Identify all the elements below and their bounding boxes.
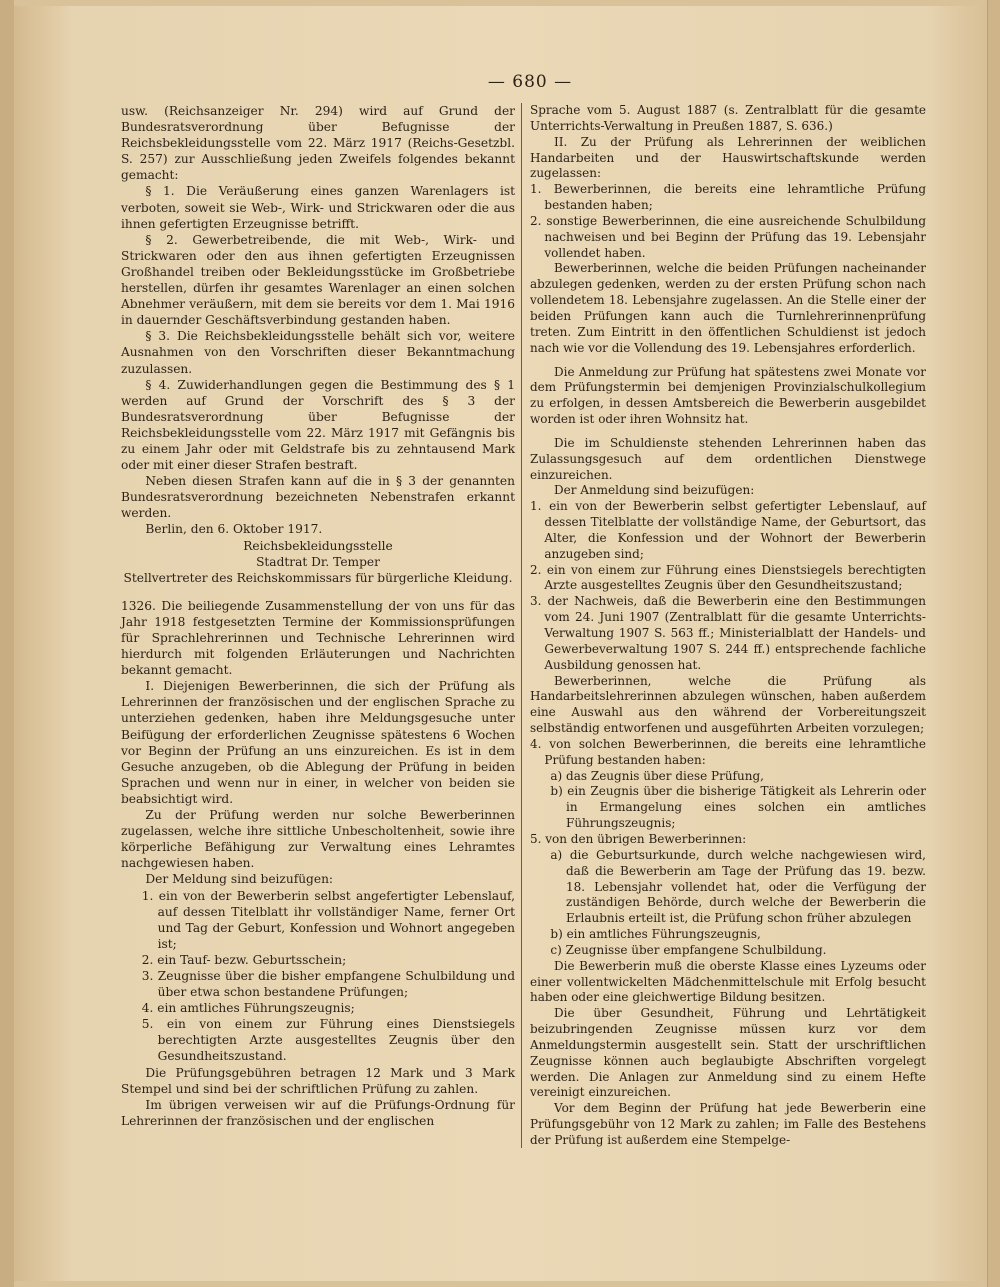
right-paragraph: 2. ein von einem zur Führung eines Dienstsiegels berechtigten Arzte ausgestelltes Zeugnis über den Gesundheitszustand; <box>530 562 926 593</box>
left-paragraph: Stellvertreter des Reichskommissars für bürgerliche Kleidung. <box>123 570 513 585</box>
right-paragraph: a) die Geburtsurkunde, durch welche nachgewiesen wird, daß die Bewerberin am Tage der Prüfung das 19. bezw. 18. Lebensjahr vollendet hat, oder die Verfügung der zuständigen Behörde, durch welche der Bewerberin die Erlaubnis erteilt ist, die Prüfung schon früher abzulegen <box>550 847 926 926</box>
right-paragraph: Die im Schuldienste stehenden Lehrerinnen haben das Zulassungsgesuch auf dem ordentlichen Dienstwege einzureichen. <box>530 435 926 482</box>
right-paragraph: 3. der Nachweis, daß die Bewerberin eine den Bestimmungen vom 24. Juni 1907 (Zentralblatt für die gesamte Unterrichts-Verwaltung 1907 S. 563 ff.; Ministerialblatt der Handels- und Gewerbeverwaltung 1907 S. 244 ff.) entsprechende fachliche Ausbildung genossen hat. <box>530 594 926 672</box>
left-column <box>121 103 515 1129</box>
right-paragraph: c) Zeugnisse über empfangene Schulbildung. <box>550 942 827 957</box>
right-paragraph: Bewerberinnen, welche die beiden Prüfungen nacheinander abzulegen gedenken, werden zu der ersten Prüfung schon nach vollendetem 18. Lebensjahre zugelassen. An die Stelle einer der beiden Prüfungen kann auch die Turnlehrerinnenprüfung treten. Zum Eintritt in den öffentlichen Schuldienst ist jedoch nach wie vor die Vollendung des 19. Lebensjahres erforderlich. <box>530 261 926 355</box>
left-paragraph: 3. Zeugnisse über die bisher empfangene Schulbildung und über etwa schon bestandene Prüfungen; <box>141 968 515 1000</box>
right-paragraph: Die über Gesundheit, Führung und Lehrtätigkeit beizubringenden Zeugnisse müssen kurz vor dem Anmeldungstermin ausgestellt sein. Statt der urschriftlichen Zeugnisse können auch beglaubigte Abschriften vorgelegt werden. Die Anlagen zur Anmeldung sind zu einem Hefte vereinigt einzureichen. <box>530 1006 926 1100</box>
left-paragraph: 1. ein von der Bewerberin selbst angefertigter Lebenslauf, auf dessen Titelblatt ihr vollständiger Name, ferner Ort und Tag der Geburt, Konfession und Wohnort angegeben ist; <box>141 888 515 951</box>
right-paragraph: a) das Zeugnis über diese Prüfung, <box>550 768 764 783</box>
page-edge-left <box>0 0 14 1287</box>
page-edge-right <box>987 0 1000 1287</box>
left-paragraph: Der Meldung sind beizufügen: <box>145 872 334 887</box>
right-paragraph: b) ein Zeugnis über die bisherige Tätigkeit als Lehrerin oder in Ermangelung eines solchen ein amtliches Führungszeugnis; <box>550 784 926 831</box>
left-paragraph: Berlin, den 6. Oktober 1917. <box>145 522 323 537</box>
left-paragraph: Die Prüfungsgebühren betragen 12 Mark und 3 Mark Stempel und sind bei der schriftlichen Prüfung zu zahlen. <box>121 1065 515 1096</box>
right-paragraph: 2. sonstige Bewerberinnen, die eine ausreichende Schulbildung nachweisen und bei Beginn der Prüfung das 19. Lebensjahr vollendet haben. <box>530 213 926 260</box>
left-paragraph: § 2. Gewerbetreibende, die mit Web-, Wirk- und Strickwaren oder den aus ihnen gefertigten Erzeugnissen Großhandel treiben oder Bekleidungsstücke im Großbetriebe herstellen, dürfen ihr gesamtes Warenlager an einen solchen Abnehmer veräußern, mit dem sie bereits vor dem 1. Mai 1916 in dauernder Geschäftsverbindung gestanden haben. <box>121 232 515 328</box>
left-paragraph: I. Diejenigen Bewerberinnen, die sich der Prüfung als Lehrerinnen der französischen und der englischen Sprache zu unterziehen gedenken, haben ihre Meldungsgesuche unter Beifügung der erforderlichen Zeugnisse spätestens 6 Wochen vor Beginn der Prüfung an uns einzureichen. Es ist in dem Gesuche anzugeben, ob die Ablegung der Prüfung in beiden Sprachen und wenn nur in einer, in welcher von beiden sie beabsichtigt wird. <box>121 679 515 806</box>
left-paragraph: § 1. Die Veräußerung eines ganzen Warenlagers ist verboten, soweit sie Web-, Wirk- und Strickwaren oder die aus ihnen gefertigten Erzeugnisse betrifft. <box>121 184 515 231</box>
left-paragraph: Neben diesen Strafen kann auf die in § 3 der genannten Bundesratsverordnung bezeichneten Nebenstrafen erkannt werden. <box>121 474 515 521</box>
left-paragraph: Reichsbekleidungsstelle <box>243 538 393 553</box>
left-paragraph: Zu der Prüfung werden nur solche Bewerberinnen zugelassen, welche ihre sittliche Unbescholtenheit, sowie ihre körperliche Befähigung zur Verwaltung eines Lehramtes nachgewiesen haben. <box>121 808 515 871</box>
left-paragraph: Stadtrat Dr. Temper <box>256 554 380 569</box>
right-paragraph: II. Zu der Prüfung als Lehrerinnen der weiblichen Handarbeiten und der Hauswirtschaftskunde werden zugelassen: <box>530 134 926 181</box>
right-paragraph: Sprache vom 5. August 1887 (s. Zentralblatt für die gesamte Unterrichts-Verwaltung in Preußen 1887, S. 636.) <box>530 103 926 133</box>
right-paragraph: b) ein amtliches Führungszeugnis, <box>550 927 761 942</box>
column-divider <box>521 103 522 1148</box>
right-paragraph: 5. von den übrigen Bewerberinnen: <box>530 831 747 846</box>
left-paragraph: 2. ein Tauf- bezw. Geburtsschein; <box>141 952 347 967</box>
right-paragraph: Die Anmeldung zur Prüfung hat spätestens zwei Monate vor dem Prüfungstermin bei demjenigen Provinzialschulkollegium zu erfolgen, in dessen Amtsbereich die Bewerberin ausgebildet worden ist oder ihren Wohnsitz hat. <box>530 364 926 427</box>
right-paragraph: Die Bewerberin muß die oberste Klasse eines Lyzeums oder einer vollentwickelten Mädchenmittelschule mit Erfolg besucht haben oder eine gleichwertige Bildung besitzen. <box>530 958 926 1005</box>
left-paragraph: § 4. Zuwiderhandlungen gegen die Bestimmung des § 1 werden auf Grund der Vorschrift des § 3 der Bundesratsverordnung über Befugnisse der Reichsbekleidungsstelle vom 22. März 1917 mit Gefängnis bis zu einem Jahr oder mit Geldstrafe bis zu zehntausend Mark oder mit einer dieser Strafen bestraft. <box>121 377 515 473</box>
right-paragraph: 4. von solchen Bewerberinnen, die bereits eine lehramtliche Prüfung bestanden haben: <box>530 736 926 767</box>
left-paragraph: Im übrigen verweisen wir auf die Prüfungs-Ordnung für Lehrerinnen der französischen und der englischen <box>121 1097 515 1128</box>
right-paragraph: Bewerberinnen, welche die Prüfung als Handarbeitslehrerinnen abzulegen wünschen, haben außerdem eine Auswahl aus den während der Vorbereitungszeit selbständig entworfenen und ausgeführten Arbeiten vorzulegen; <box>530 673 926 736</box>
right-column <box>530 103 926 1149</box>
left-paragraph: usw. (Reichsanzeiger Nr. 294) wird auf Grund der Bundesratsverordnung über Befugnisse der Reichsbekleidungsstelle vom 22. März 1917 (Reichs-Gesetzbl. S. 257) zur Ausschließung jeden Zweifels folgendes bekannt gemacht: <box>121 104 515 183</box>
left-paragraph: § 3. Die Reichsbekleidungsstelle behält sich vor, weitere Ausnahmen von den Vorschriften dieser Bekanntmachung zuzulassen. <box>121 329 515 376</box>
left-paragraph: 5. ein von einem zur Führung eines Dienstsiegels berechtigten Arzte ausgestelltes Zeugnis über den Gesundheitszustand. <box>141 1017 515 1064</box>
left-paragraph: 1326. Die beiliegende Zusammenstellung der von uns für das Jahr 1918 festgesetzten Termine der Kommissionsprüfungen für Sprachlehrerinnen und Technische Lehrerinnen wird hierdurch mit folgenden Erläuterungen und Nachrichten bekannt gemacht. <box>121 598 515 678</box>
page-number: — 680 — <box>487 72 573 92</box>
right-paragraph: 1. ein von der Bewerberin selbst gefertigter Lebenslauf, auf dessen Titelblatte der vollständige Name, der Geburtsort, das Alter, die Konfession und der Wohnort der Bewerberin anzugeben sind; <box>530 499 926 561</box>
right-paragraph: 1. Bewerberinnen, die bereits eine lehramtliche Prüfung bestanden haben; <box>530 182 926 213</box>
left-paragraph: 4. ein amtliches Führungszeugnis; <box>141 1001 355 1016</box>
right-paragraph: Der Anmeldung sind beizufügen: <box>554 483 755 498</box>
right-paragraph: Vor dem Beginn der Prüfung hat jede Bewerberin eine Prüfungsgebühr von 12 Mark zu zahlen; im Falle des Bestehens der Prüfung ist außerdem eine Stempelge- <box>530 1101 926 1147</box>
